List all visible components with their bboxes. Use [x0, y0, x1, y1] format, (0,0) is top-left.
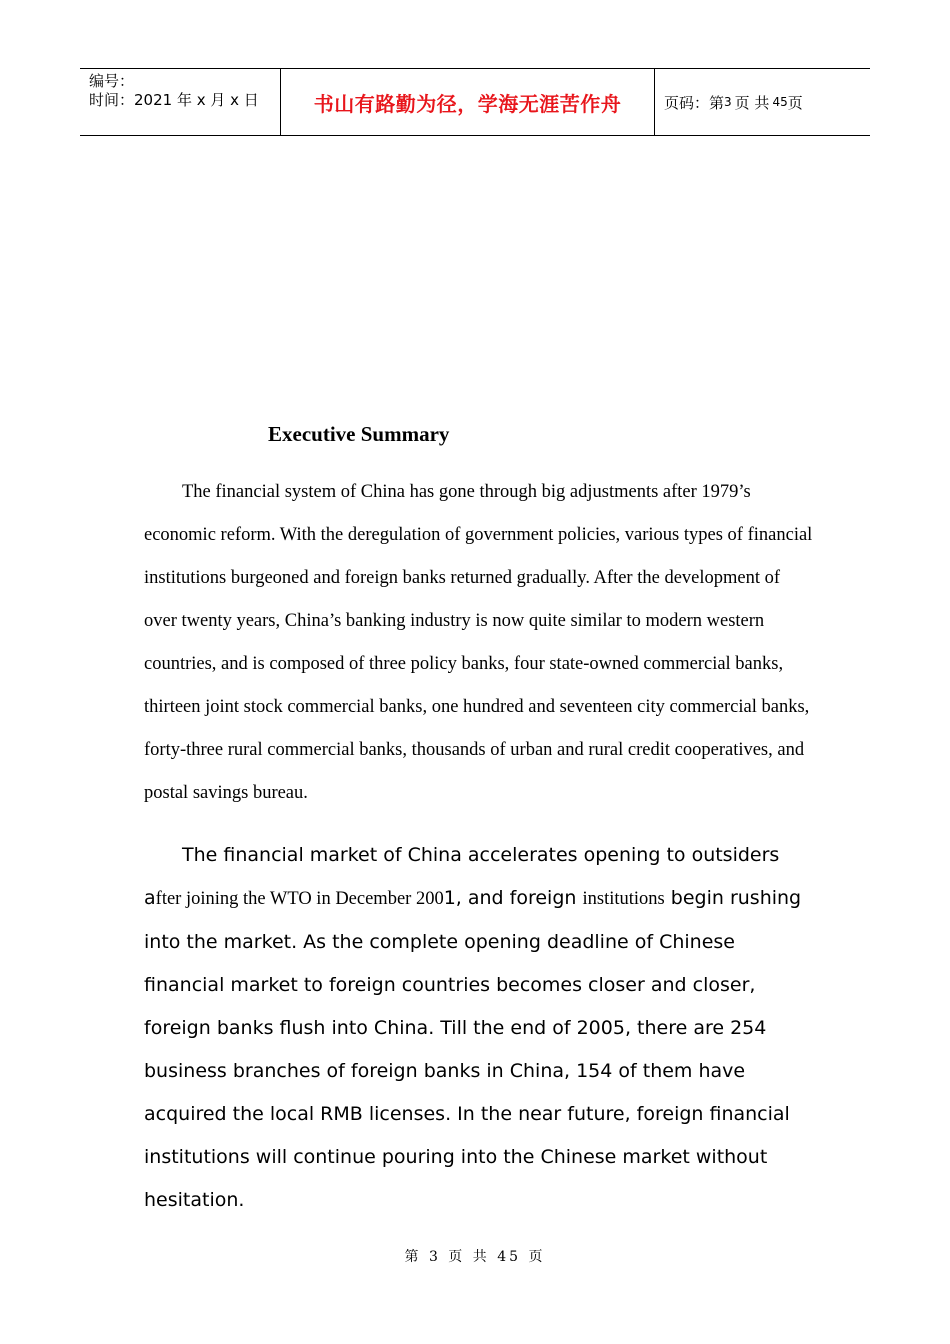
header-page-current: 3: [724, 95, 732, 109]
summary-paragraph-2: [144, 834, 814, 1222]
summary-paragraph-1: The financial system of China has gone through big adjustments after 1979’s economic reform. With the deregulation of government policies, various types of financial institutions burgeoned and foreign banks returned gradually. After the development of over twenty years, China’s banking industry is now quite similar to modern western countries, and is composed of three policy banks, four state-owned commercial banks, thirteen joint stock commercial banks, one hundred and seventeen city commercial banks, forty-three rural commercial banks, thousands of urban and rural credit cooperatives, and postal savings bureau.: [144, 482, 813, 803]
header-page-total: 45: [772, 95, 788, 109]
header-page-info: [655, 69, 870, 135]
header-date: 时间：2021 年 x 月 x 日: [89, 91, 259, 109]
header-page-suffix: 页: [787, 93, 803, 112]
page-footer: 第 3 页 共 45 页: [404, 1249, 546, 1265]
header-page-prefix: 页码：第: [664, 93, 725, 112]
header-motto: 书山有路勤为径，学海无涯苦作舟: [281, 69, 655, 135]
paragraph-2-segment: institutions: [582, 889, 665, 909]
header-number-label: 编号：: [89, 72, 135, 90]
header-page-mid: 页 共: [734, 93, 770, 112]
paragraph-2-segment: fter joining the WTO in December 200: [155, 889, 444, 909]
page-header: [80, 68, 870, 136]
paragraph-2-segment: 1, and foreign: [443, 887, 583, 909]
paragraph-2-segment: begin rushing into the market. As the complete opening deadline of Chinese financial market to foreign countries becomes closer and closer, foreign banks flush into China. Till the end of 2005, there are 254 business branches of foreign banks in China, 154 of them have acquired the local RMB licenses. In the near future, foreign financial institutions will continue pouring into the Chinese market without hesitation.: [144, 887, 802, 1211]
paragraph-2-segment: The financial market of China accelerates opening to outsiders a: [144, 844, 780, 909]
header-info-cell: [80, 69, 281, 135]
document-title: Executive Summary: [268, 422, 450, 446]
